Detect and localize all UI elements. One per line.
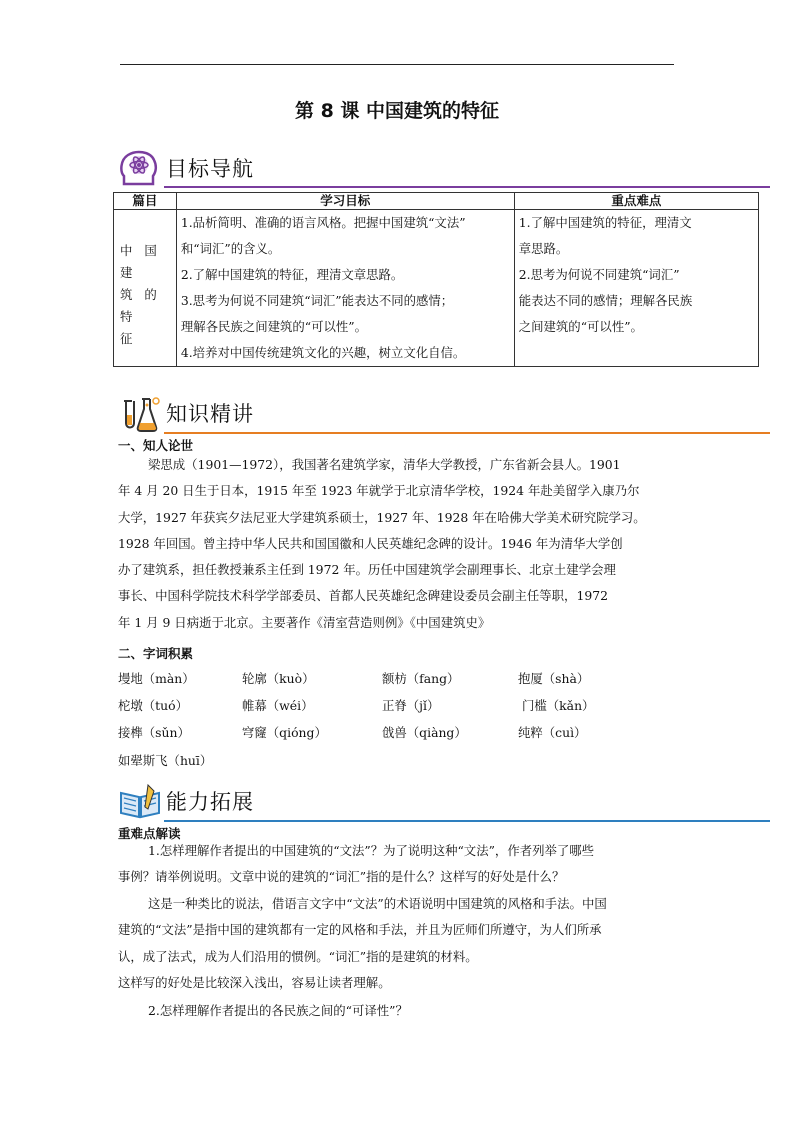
lesson-title-cell — [114, 210, 177, 367]
objective-line: 4.培养对中国传统建筑文化的兴趣，树立文化自信。 — [180, 345, 466, 360]
lesson-title-line: 征 — [120, 331, 137, 346]
section-goals-title: 目标导航 — [166, 157, 254, 181]
objective-line: 2.了解中国建筑的特征，理清文章思路。 — [180, 267, 404, 282]
author-line: 办了建筑系，担任教授兼系主任到 1972 年。历任中国建筑学会副理事长、北京土建学会理 — [118, 562, 616, 578]
objectives-cell — [176, 210, 514, 367]
section-ability-underline — [164, 820, 770, 822]
lesson-title-line: 筑 的 特 — [120, 287, 161, 324]
vocab-item: 纯粹（cuì） — [518, 725, 587, 740]
question-line: 2.怎样理解作者提出的各民族之间的“可译性”？ — [148, 1003, 408, 1018]
goals-header-keypoints: 重点难点 — [514, 193, 758, 210]
vocab-item: 正脊（jǐ） — [382, 698, 440, 713]
answer-line: 认，成了法式，成为人们沿用的惯例。“词汇”指的是建筑的材料。 — [118, 948, 478, 964]
answer-line: 建筑的“文法”是指中国的建筑都有一定的风格和手法，并且为匠师们所遵守，为人们所承 — [118, 922, 602, 938]
objective-line: 和“词汇”的含义。 — [180, 241, 281, 256]
vocab-item: 柁墩（tuó） — [118, 698, 188, 713]
author-paragraph — [118, 452, 676, 636]
goals-table-header-row — [114, 193, 759, 210]
question-1 — [118, 838, 676, 891]
vocab-item: 接榫（sǔn） — [118, 725, 190, 740]
goals-table-row — [114, 210, 759, 367]
section-ability-title: 能力拓展 — [166, 790, 254, 814]
goals-header-objectives: 学习目标 — [176, 193, 514, 210]
keypoint-heading: 重难点解读 — [118, 826, 181, 841]
goals-header-title: 篇目 — [114, 193, 177, 210]
section-ability-header — [118, 781, 770, 821]
lab-flask-icon — [118, 393, 162, 433]
keypoint-line: 2.思考为何说不同建筑“词汇” — [518, 267, 680, 282]
author-heading: 一、知人论世 — [118, 438, 194, 453]
vocab-item: 戗兽（qiàng） — [382, 725, 467, 740]
answer-1 — [118, 891, 676, 996]
vocab-item: 如翚斯飞（huī） — [118, 753, 213, 768]
keypoint-line: 能表达不同的感情；理解各民族 — [518, 293, 693, 308]
answer-line: 这是一种类比的说法，借语言文字中“文法”的术语说明中国建筑的风格和手法。中国 — [148, 896, 607, 911]
keypoints-cell — [514, 210, 758, 367]
vocab-item: 墁地（màn） — [118, 671, 195, 686]
page-title: 第 8 课 中国建筑的特征 — [294, 100, 500, 122]
question-line: 1.怎样理解作者提出的中国建筑的“文法”？为了说明这种“文法”，作者列举了哪些 — [148, 843, 595, 858]
section-knowledge-header — [118, 393, 770, 433]
brain-atom-icon — [118, 148, 162, 188]
open-book-icon — [118, 781, 162, 821]
keypoint-line: 章思路。 — [518, 241, 569, 256]
section-goals-header — [118, 148, 770, 188]
author-line: 1928 年回国。曾主持中华人民共和国国徽和人民英雄纪念碑的设计。1946 年为清华大学创 — [118, 535, 623, 551]
objective-line: 3.思考为何说不同建筑“词汇”能表达不同的感情； — [180, 293, 454, 308]
objective-line: 理解各民族之间建筑的“可以性”。 — [180, 319, 367, 334]
author-line: 事长、中国科学院技术科学学部委员、首都人民英雄纪念碑建设委员会副主任等职，1972 — [118, 588, 608, 604]
question-line: 事例？请举例说明。文章中说的建筑的“词汇”指的是什么？这样写的好处是什么？ — [118, 869, 565, 885]
lesson-title-line: 中 国 建 — [120, 243, 161, 280]
keypoint-line: 之间建筑的“可以性”。 — [518, 319, 643, 334]
author-line: 大学，1927 年获宾夕法尼亚大学建筑系硕士，1927 年、1928 年在哈佛大学美术研究院学习。 — [118, 509, 646, 525]
question-2 — [118, 998, 676, 1024]
author-line: 年 4 月 20 日生于日本，1915 年至 1923 年就学于北京清华学校，1924 年赴美留学入康乃尔 — [118, 483, 640, 499]
vocab-item: 额枋（fang） — [382, 671, 460, 686]
header-rule — [120, 64, 674, 65]
objective-line: 1.品析简明、准确的语言风格。把握中国建筑“文法” — [180, 215, 466, 230]
section-knowledge-title: 知识精讲 — [166, 402, 254, 426]
answer-line: 这样写的好处是比较深入浅出，容易让读者理解。 — [118, 974, 391, 990]
vocab-heading: 二、字词积累 — [118, 646, 194, 661]
goals-table — [113, 192, 759, 367]
section-goals-underline — [164, 186, 770, 188]
vocab-item: 帷幕（wéi） — [242, 698, 314, 713]
keypoint-line: 1.了解中国建筑的特征，理清文 — [518, 215, 692, 230]
vocab-item: 穹窿（qióng） — [242, 725, 327, 740]
author-line: 年 1 月 9 日病逝于北京。主要著作《清室营造则例》《中国建筑史》 — [118, 614, 491, 630]
vocab-item: 门槛（kǎn） — [522, 698, 595, 713]
vocab-item: 抱厦（shà） — [518, 671, 590, 686]
section-knowledge-underline — [164, 432, 770, 434]
vocab-item: 轮廓（kuò） — [242, 671, 315, 686]
author-line: 梁思成（1901—1972），我国著名建筑学家，清华大学教授，广东省新会县人。1901 — [148, 457, 621, 472]
